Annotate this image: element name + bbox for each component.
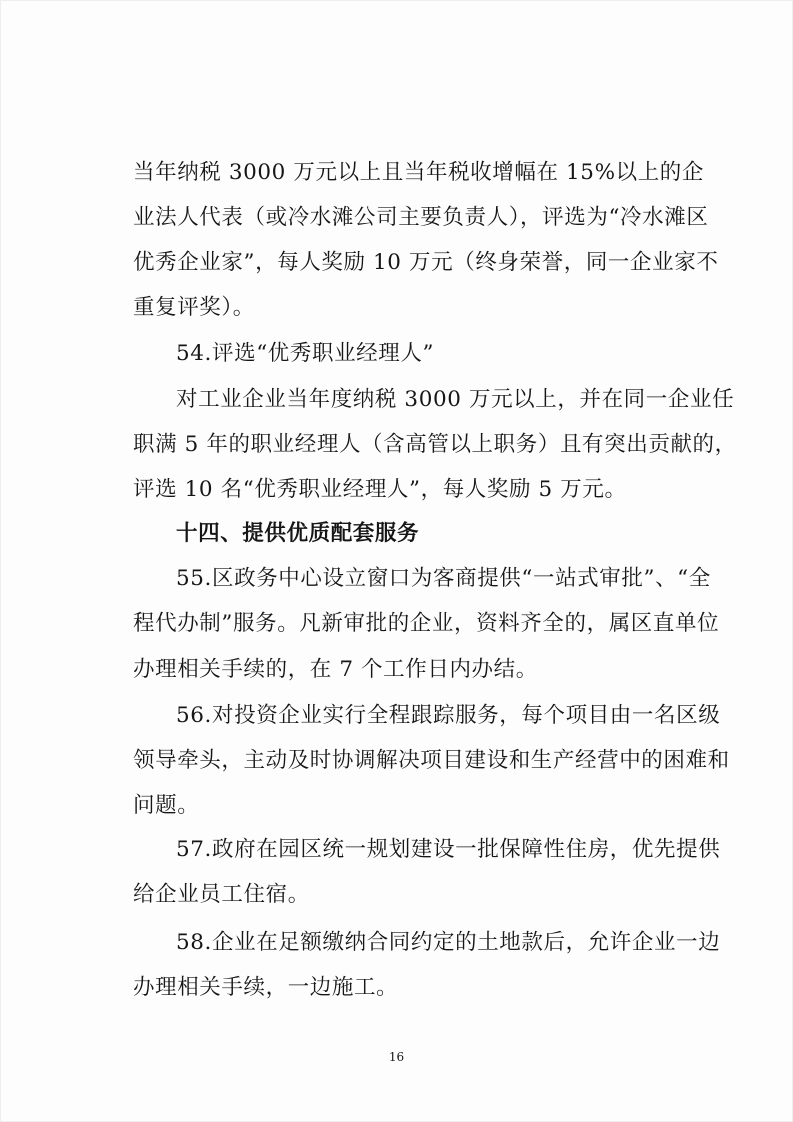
page-number: 16: [388, 1050, 405, 1064]
text-line: 职满 5 年的职业经理人（含高管以上职务）且有突出贡献的，: [133, 432, 737, 457]
text-line: 57.政府在园区统一规划建设一批保障性住房，优先提供: [176, 837, 721, 862]
text-line: 当年纳税 3000 万元以上且当年税收增幅在 15%以上的企: [133, 160, 705, 185]
text-line: 56.对投资企业实行全程跟踪服务，每个项目由一名区级: [176, 703, 721, 728]
text-line: 问题。: [133, 793, 200, 818]
text-line: 重复评奖）。: [133, 295, 255, 320]
text-line: 办理相关手续，一边施工。: [133, 975, 399, 1000]
text-line: 对工业企业当年度纳税 3000 万元以上，并在同一企业任: [176, 387, 735, 412]
item-title: 54.评选“优秀职业经理人”: [176, 341, 435, 366]
text-line: 55.区政务中心设立窗口为客商提供“一站式审批”、“全: [176, 566, 711, 591]
text-line: 给企业员工住宿。: [133, 882, 310, 907]
text-line: 程代办制”服务。凡新审批的企业，资料齐全的，属区直单位: [133, 611, 720, 636]
text-line: 领导牵头，主动及时协调解决项目建设和生产经营中的困难和: [133, 748, 730, 773]
text-line: 评选 10 名“优秀职业经理人”，每人奖励 5 万元。: [133, 477, 627, 502]
text-line: 58.企业在足额缴纳合同约定的土地款后，允许企业一边: [176, 930, 721, 955]
text-line: 业法人代表（或冷水滩公司主要负责人），评选为“冷水滩区: [133, 205, 709, 230]
section-heading: 十四、提供优质配套服务: [176, 521, 420, 546]
text-line: 办理相关手续的，在 7 个工作日内办结。: [133, 657, 538, 682]
text-line: 优秀企业家”，每人奖励 10 万元（终身荣誉，同一企业家不: [133, 250, 719, 275]
